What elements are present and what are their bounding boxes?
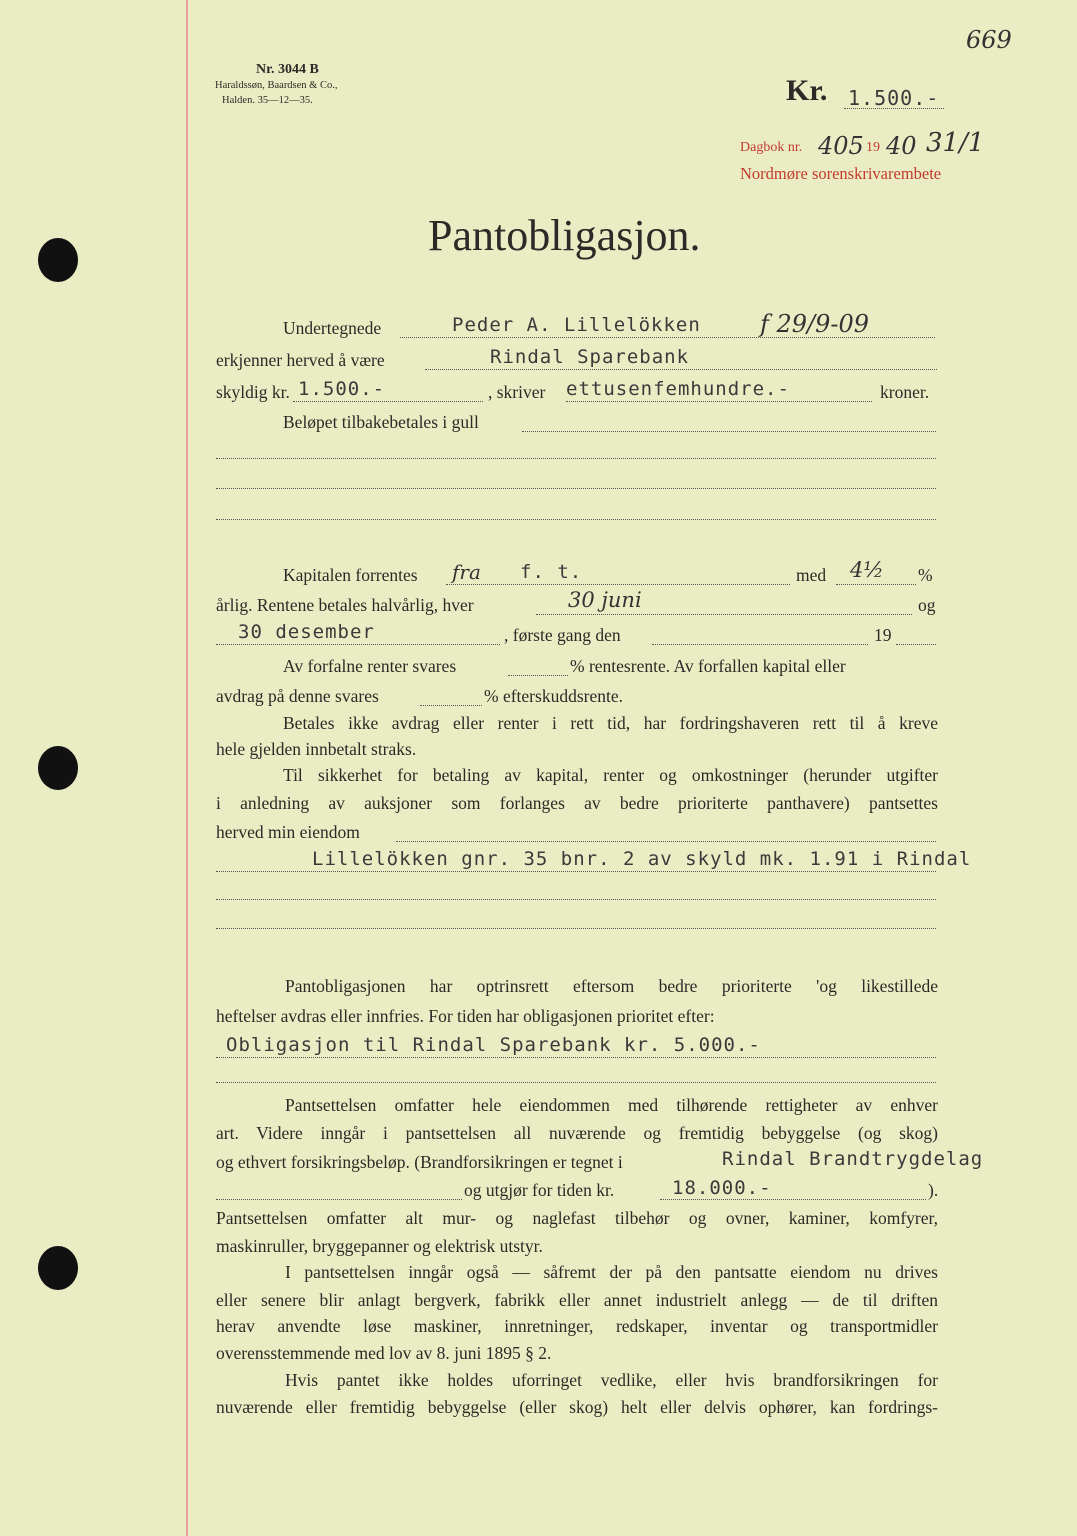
betales-line-2: hele gjelden innbetalt straks. [216, 739, 417, 759]
renter-line-a [508, 675, 568, 676]
prior-line-1 [216, 1057, 936, 1058]
stamp-dagbok-label: Dagbok nr. [740, 140, 803, 155]
printer-line-2: Haraldssøn, Baardsen & Co., [215, 80, 338, 91]
punch-hole-bottom [38, 1246, 78, 1290]
kapitalen-label: Kapitalen forrentes [283, 565, 418, 585]
page-number: 669 [966, 26, 1012, 54]
renter-text-d: % efterskuddsrente. [484, 686, 623, 706]
renter-text-c: avdrag på denne svares [216, 686, 379, 706]
skyldig-line [293, 401, 483, 402]
debtor-name: Peder A. Lillelökken [452, 314, 701, 336]
renter-text-a: Av forfalne renter svares [283, 656, 457, 676]
skriver-label: , skriver [488, 382, 546, 402]
gull-line-3 [216, 488, 936, 489]
eiendom-line-2 [216, 871, 936, 872]
date2-line [216, 644, 500, 645]
renter-line-c [420, 705, 482, 706]
forste-gang-line [652, 644, 868, 645]
fra-value: fra [452, 560, 481, 584]
payment-date-2: 30 desember [238, 621, 375, 643]
eiendom-line-3 [216, 899, 936, 900]
creditor-name: Rindal Sparebank [490, 346, 690, 368]
gull-line-2 [216, 458, 936, 459]
year-line [896, 644, 936, 645]
vedlike-line-1: Hvis pantet ikke holdes uforringet vedlike, eller hvis brandforsikringen for [285, 1370, 938, 1390]
optrinn-line-1: Pantobligasjonen har optrinsrett eftersom bedre prioriterte 'og likestillede [285, 976, 938, 996]
sikkerhet-line-2: i anledning av auksjoner som forlanges av bedre prioriterte panthavere) pantsettes [216, 793, 938, 813]
optrinn-line-2: heftelser avdras eller innfries. For tiden har obligasjonen prioritet efter: [216, 1006, 715, 1026]
omfatter-line-3a: og ethvert forsikringsbeløp. (Brandforsikringen er tegnet i [216, 1152, 623, 1172]
insured-amount-line [660, 1199, 926, 1200]
kapitalen-line [446, 584, 790, 585]
kr-dotted-line [844, 108, 944, 109]
payment-date-1: 30 juni [568, 588, 642, 612]
gull-label: Beløpet tilbakebetales i gull [283, 412, 479, 432]
stamp-year-suffix: 40 [886, 132, 917, 160]
rate-line [836, 584, 916, 585]
gull-line-4 [216, 519, 936, 520]
omfatter-line-2: art. Videre inngår i pantsettelsen all nuværende og fremtidig bebyggelse (og skog) [216, 1123, 938, 1143]
betales-line-1: Betales ikke avdrag eller renter i rett tid, har fordringshaveren rett til å kreve [283, 713, 938, 733]
vedlike-line-2: nuværende eller fremtidig bebyggelse (eller skog) helt eller delvis ophører, kan fordrings- [216, 1397, 938, 1417]
percent-sign: % [918, 565, 933, 585]
stamp-year-prefix: 19 [866, 140, 880, 155]
interest-rate: 4½ [850, 558, 884, 582]
gull-line-1 [522, 431, 936, 432]
eiendom-line-1 [396, 841, 936, 842]
sikkerhet-line-1: Til sikkerhet for betaling av kapital, renter og omkostninger (herunder utgifter [283, 765, 938, 785]
erkjenner-line [425, 369, 937, 370]
margin-line [186, 0, 188, 1536]
punch-hole-middle [38, 746, 78, 790]
bergverk-line-1: I pantsettelsen inngår også — såfremt der på den pantsatte eiendom nu drives [285, 1262, 938, 1282]
amount-in-words: ettusenfemhundre.- [566, 378, 790, 400]
year-19: 19 [874, 625, 892, 645]
kr-label: Kr. [786, 74, 828, 107]
sikkerhet-line-3: herved min eiendom [216, 822, 360, 842]
punch-hole-top [38, 238, 78, 282]
insured-amount: 18.000.- [672, 1177, 772, 1199]
mur-line-1: Pantsettelsen omfatter alt mur- og naglefast tilbehør og ovner, kaminer, komfyrer, [216, 1208, 938, 1228]
birth-note: f 29/9-09 [760, 310, 870, 338]
omfatter-line-4a: og utgjør for tiden kr. [464, 1180, 615, 1200]
kroner-label: kroner. [880, 382, 930, 402]
skyldig-amount: 1.500.- [298, 378, 386, 400]
arlig-line [536, 614, 912, 615]
omfatter-line-4b: ). [928, 1180, 939, 1200]
med-label: med [796, 565, 827, 585]
undertegnede-label: Undertegnede [283, 318, 382, 338]
kr-amount: 1.500.- [848, 86, 940, 110]
document-title: Pantobligasjon. [428, 211, 701, 260]
printer-line-3: Halden. 35—12—35. [222, 95, 313, 106]
renter-text-b: % rentesrente. Av forfallen kapital eller [570, 656, 846, 676]
stamp-dagbok-number: 405 [818, 132, 864, 160]
stamp-office: Nordmøre sorenskrivarembete [740, 164, 942, 183]
insurer-line [216, 1199, 462, 1200]
mur-line-2: maskinruller, bryggepanner og elektrisk utstyr. [216, 1236, 543, 1256]
form-number: Nr. 3044 B [256, 62, 319, 77]
skriver-line [566, 401, 872, 402]
skyldig-label: skyldig kr. [216, 382, 290, 402]
eiendom-line-4 [216, 928, 936, 929]
erkjenner-label: erkjenner herved å være [216, 350, 385, 370]
stamp-date: 31/1 [926, 128, 985, 158]
arlig-label: årlig. Rentene betales halvårlig, hver [216, 595, 474, 615]
property-description: Lillelökken gnr. 35 bnr. 2 av skyld mk. 1.91 i Rindal [312, 848, 972, 870]
insurer-name: Rindal Brandtrygdelag [722, 1148, 984, 1170]
prior-obligation: Obligasjon til Rindal Sparebank kr. 5.000.- [226, 1034, 761, 1056]
omfatter-line-1: Pantsettelsen omfatter hele eiendommen med tilhørende rettigheter av enhver [285, 1095, 938, 1115]
forste-gang-label: , første gang den [504, 625, 621, 645]
bergverk-line-3: herav anvendte løse maskiner, innretninger, redskaper, inventar og transportmidler [216, 1316, 938, 1336]
prior-line-2 [216, 1082, 936, 1083]
from-date: f. t. [520, 561, 583, 583]
og-label: og [918, 595, 936, 615]
bergverk-line-4: overensstemmende med lov av 8. juni 1895 § 2. [216, 1343, 552, 1363]
bergverk-line-2: eller senere blir anlagt bergverk, fabrikk eller annet industrielt anlegg — de til driften [216, 1290, 938, 1310]
